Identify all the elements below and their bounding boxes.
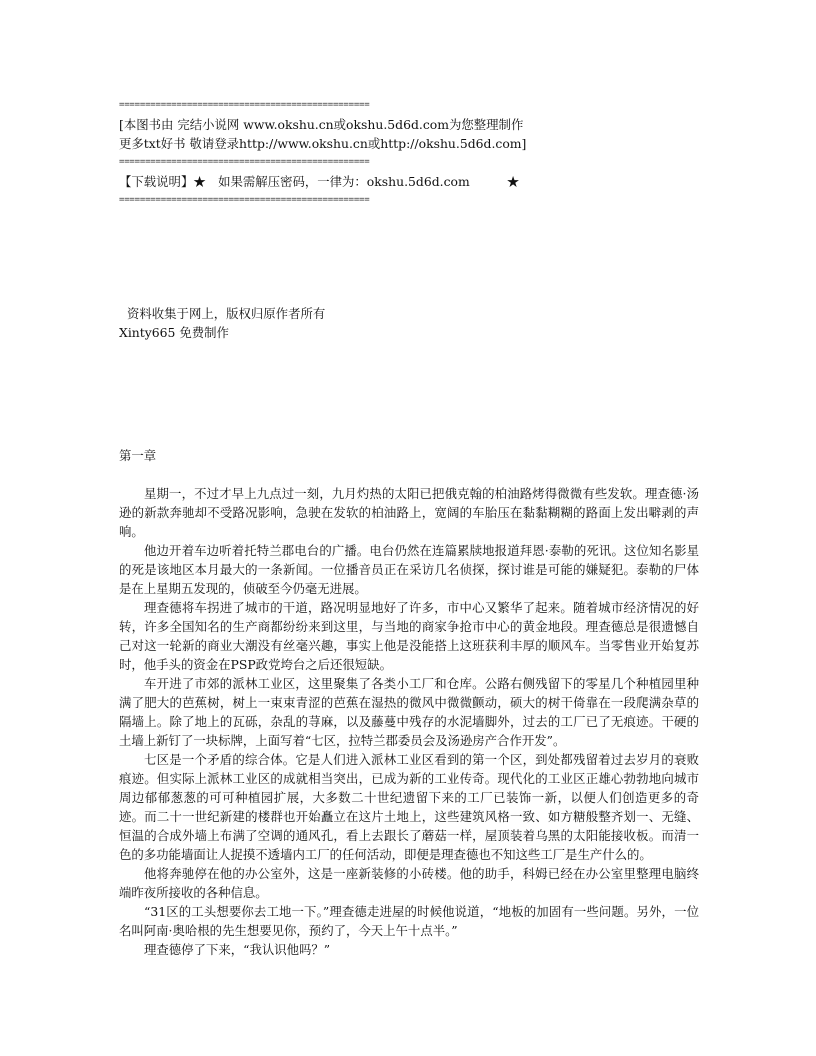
chapter-title: 第一章 (119, 448, 157, 463)
paragraph: 七区是一个矛盾的综合体。它是人们进入派林工业区看到的第一个区，到处都残留着过去岁月的衰败痕迹。但实际上派林工业区的成就相当突出，已成为新的工业传奇。现代化的工业区正雄心勃勃地向城市周边郁郁葱葱的可可种植园扩展，大多数二十世纪遗留下来的工厂已装饰一新，以便人们创造更多的奇迹。而二十一世纪新建的楼群也开始矗立在这片土地上，这些建筑风格一致、如方糖般整齐划一、无缝、恒温的合成外墙上布满了空调的通风孔，看上去跟长了蘑菇一样，屋顶装着乌黑的太阳能接收板。而清一色的多功能墙面让人捉摸不透墙内工厂的任何活动，即便是理查德也不知这些工厂是生产什么的。 (119, 752, 699, 862)
separator-line: ================================================ (119, 195, 370, 205)
paragraph: 车开进了市郊的派林工业区，这里聚集了各类小工厂和仓库。公路右侧残留下的零星几个种植园里种满了肥大的芭蕉树，树上一束束青涩的芭蕉在湿热的微风中微微颤动，硕大的树干倚靠在一段爬满杂草的隔墙上。除了地上的瓦砾，杂乱的荨麻，以及藤蔓中残存的水泥墙脚外，过去的工厂已了无痕迹。干硬的土墙上新钉了一块标牌，上面写着“七区，拉特兰郡委员会及汤逊房产合作开发”。 (119, 676, 699, 748)
paragraph: “31区的工头想要你去工地一下。”理查德走进屋的时候他说道，“地板的加固有一些问题。另外，一位名叫阿南·奥哈根的先生想要见你，预约了，今天上午十点半。” (119, 904, 699, 938)
blank-space (119, 465, 699, 484)
separator-line: ================================================ (119, 157, 370, 167)
document-page (119, 96, 699, 959)
download-note: 【下载说明】★ 如果需解压密码，一律为：okshu.5d6d.com ★ (119, 174, 520, 189)
paragraph: 星期一，不过才早上九点过一刻，九月灼热的太阳已把俄克翰的柏油路烤得微微有些发软。理查德·汤逊的新款奔驰却不受路况影响，急驶在发软的柏油路上，宽阔的车胎压在黏黏糊糊的路面上发出噼剥的声响。 (119, 486, 699, 539)
header-line-1: [本图书由 完结小说网 www.okshu.cn或okshu.5d6d.com为您整理制作 (119, 117, 524, 132)
paragraph: 他将奔驰停在他的办公室外，这是一座新装修的小砖楼。他的助手，科姆已经在办公室里整理电脑终端昨夜所接收的各种信息。 (119, 866, 699, 900)
credits-line-2: Xinty665 免费制作 (119, 325, 229, 340)
paragraph: 理查德将车拐进了城市的干道，路况明显地好了许多，市中心又繁华了起来。随着城市经济情况的好转，许多全国知名的生产商都纷纷来到这里，与当地的商家争抢市中心的黄金地段。理查德总是很遗憾自己对这一轮新的商业大潮没有丝毫兴趣，事实上他是没能搭上这班获利丰厚的顺风车。当零售业开始复苏时，他手头的资金在PSP政党垮台之后还很短缺。 (119, 600, 699, 672)
blank-space (119, 342, 699, 446)
separator-line: ================================================ (119, 100, 370, 110)
blank-space (119, 210, 699, 304)
credits-line-1: 资料收集于网上，版权归原作者所有 (127, 306, 326, 321)
header-line-2: 更多txt好书 敬请登录http://www.okshu.cn或http://okshu.5d6d.com] (119, 136, 527, 151)
paragraph: 他边开着车边听着托特兰郡电台的广播。电台仍然在连篇累牍地报道拜恩·泰勒的死讯。这位知名影星的死是该地区本月最大的一条新闻。一位播音员正在采访几名侦探，探讨谁是可能的嫌疑犯。泰勒的尸体是在上星期五发现的，侦破至今仍毫无进展。 (119, 543, 699, 596)
paragraph: 理查德停了下来，“我认识他吗？” (144, 942, 331, 957)
